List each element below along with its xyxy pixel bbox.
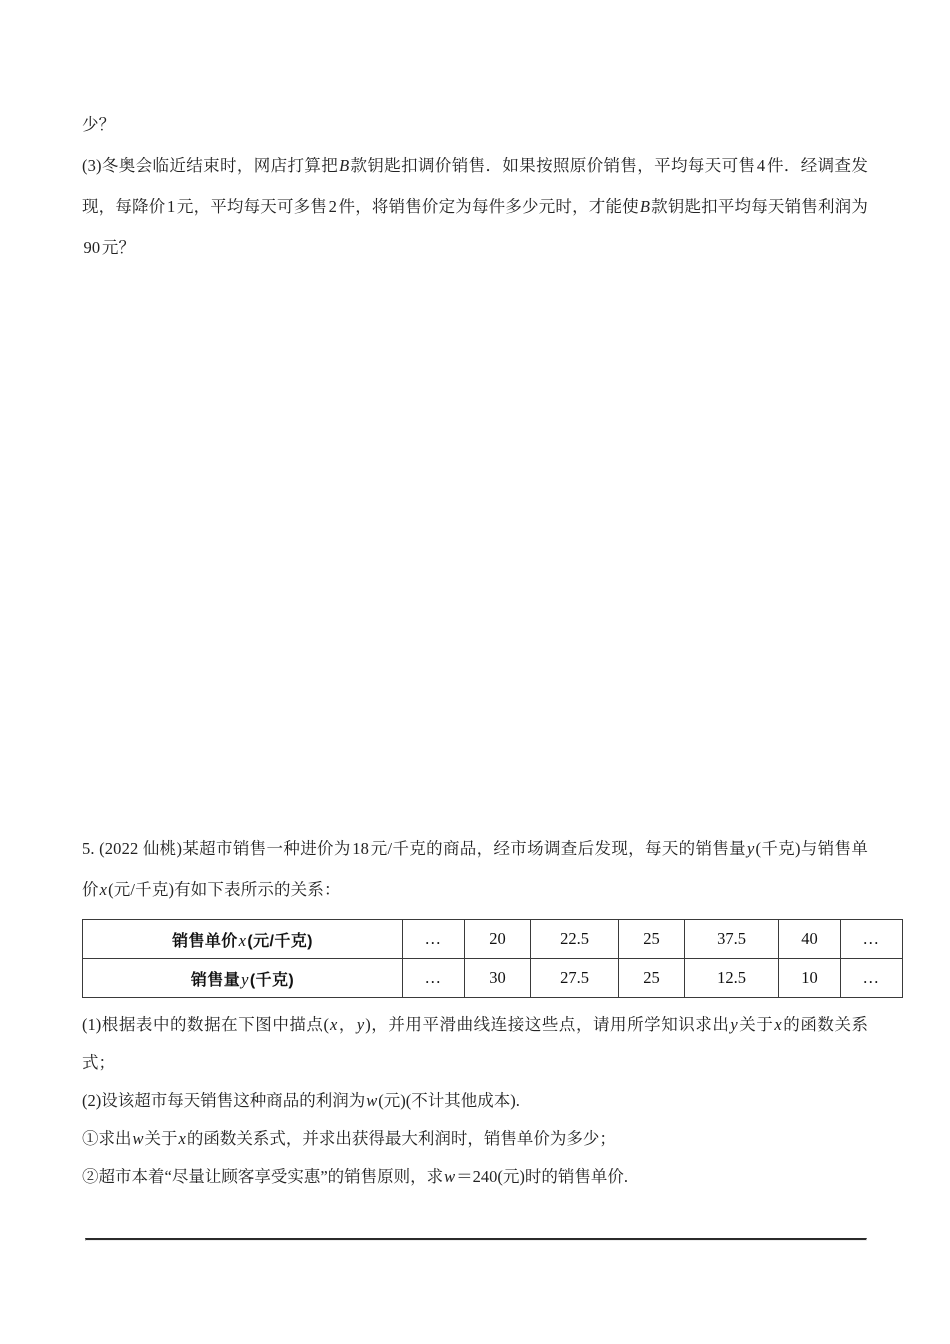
cell: 20	[465, 920, 531, 959]
cell: …	[841, 920, 903, 959]
q2a-b: 关于	[144, 1129, 178, 1148]
row-header-sales-volume	[83, 959, 403, 998]
q2a-var-x: x	[178, 1129, 186, 1148]
problem5-block	[82, 828, 881, 1196]
problem4-fragment-line: 少？	[82, 115, 116, 134]
table-row	[83, 920, 903, 959]
part3-text-b: 款钥匙扣调价销售．如果按照原价销售，平均每天可售	[350, 156, 756, 175]
problem5-question-2b	[82, 1158, 868, 1196]
q1-var-x1: x	[329, 1015, 338, 1034]
problem5-question-2	[82, 1082, 868, 1120]
q2a-c: 的函数关系式，并求出获得最大利润时，销售单价为多少；	[186, 1129, 616, 1148]
part3-text-f: 款钥匙扣平均每天销售利润为	[651, 197, 869, 216]
q2a-a: ①求出	[82, 1129, 132, 1148]
row1-head-prefix: 销售单价	[172, 932, 238, 950]
q2-a: (2)设该超市每天销售这种商品的利润为	[82, 1091, 366, 1110]
q2b-a: ②超市本着“尽量让顾客享受实惠”的销售原则，求	[82, 1167, 444, 1186]
row-header-unit-price	[83, 920, 403, 959]
table-row	[83, 959, 903, 998]
part3-text-d: 元，平均每天可多售	[176, 197, 328, 216]
cell: 27.5	[531, 959, 619, 998]
problem5-stem-c: (千克)与销售单价	[82, 839, 868, 899]
q2-b: (元)(不计其他成本).	[378, 1091, 520, 1110]
part3-var-b1: B	[339, 156, 350, 175]
cell: …	[403, 920, 465, 959]
problem5-stem-b: 元/千克的商品，经市场调查后发现，每天的销售量	[370, 839, 747, 858]
cell: …	[841, 959, 903, 998]
row1-head-unit: (元/千克)	[247, 932, 313, 950]
cell: 22.5	[531, 920, 619, 959]
problem5-stem	[82, 828, 868, 910]
part3-text-a: (3)冬奥会临近结束时，网店打算把	[82, 156, 339, 175]
problem5-question-2a	[82, 1120, 868, 1158]
part3-text-g: 元？	[101, 238, 136, 257]
cell: 30	[465, 959, 531, 998]
page-bottom-rule	[85, 1238, 867, 1241]
q1-e: 的函数关系式；	[82, 1015, 869, 1072]
q1-a: (1)根据表中的数据在下图中描点(	[82, 1015, 329, 1034]
cell: 37.5	[685, 920, 779, 959]
q1-var-y2: y	[730, 1015, 738, 1034]
q1-var-y1: y	[356, 1015, 365, 1034]
part3-text-c: 件．经调查发现，每降价	[82, 156, 868, 216]
problem5-stem-d: (元/千克)有如下表所示的关系：	[108, 880, 341, 899]
q1-d: 关于	[738, 1015, 774, 1034]
q2-var-w: w	[366, 1091, 378, 1110]
row2-head-var: y	[241, 969, 249, 989]
row1-head-var: x	[238, 930, 247, 950]
cell: 25	[619, 920, 685, 959]
q2b-b: ＝240(元)时的销售单价.	[456, 1167, 629, 1186]
problem5-stem-a: 5. (2022 仙桃)某超市销售一种进价为	[82, 839, 351, 858]
problem4-part3-paragraph	[82, 145, 868, 268]
part3-num-1: 1	[166, 197, 176, 216]
problem4-continuation-block	[82, 104, 868, 824]
row2-head-unit: (千克)	[249, 971, 295, 989]
part3-num-4: 4	[756, 156, 766, 175]
cell: …	[403, 959, 465, 998]
table-wrapper	[82, 919, 881, 998]
price-quantity-table	[82, 919, 903, 998]
problem5-num-18: 18	[352, 839, 370, 858]
part3-var-b2: B	[639, 197, 651, 216]
part3-text-e: 件，将销售价定为每件多少元时，才能使	[338, 197, 639, 216]
cell: 12.5	[685, 959, 779, 998]
part3-num-2: 2	[328, 197, 337, 216]
problem5-var-x: x	[99, 880, 108, 899]
q1-var-x2: x	[774, 1015, 782, 1034]
cell: 40	[779, 920, 841, 959]
part3-num-90: 90	[83, 238, 101, 257]
cell: 25	[619, 959, 685, 998]
q1-b: ，	[338, 1015, 356, 1034]
q1-c: )，并用平滑曲线连接这些点，请用所学知识求出	[365, 1015, 730, 1034]
problem5-question-1	[82, 1006, 868, 1082]
q2a-var-w: w	[132, 1129, 144, 1148]
problem5-var-y: y	[747, 839, 755, 858]
answer-work-space	[82, 268, 868, 824]
q2b-var-w: w	[444, 1167, 456, 1186]
row2-head-prefix: 销售量	[190, 971, 241, 989]
cell: 10	[779, 959, 841, 998]
